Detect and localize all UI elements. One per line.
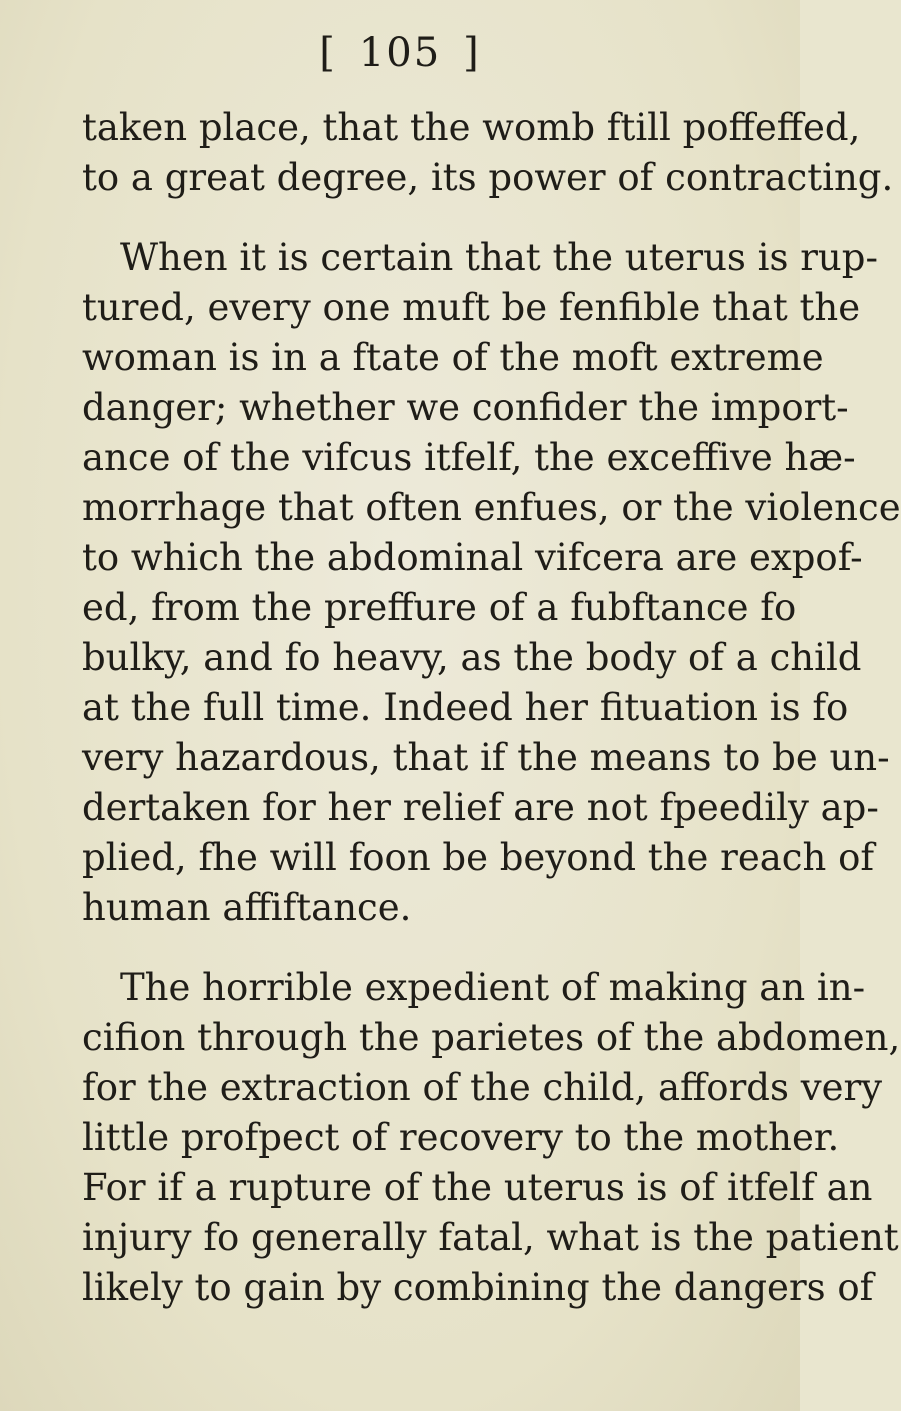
text-line: to a great degree, its power of contracting.	[82, 156, 894, 199]
text-line: likely to gain by combining the dangers of	[82, 1266, 874, 1309]
page-body	[82, 103, 901, 1313]
text-line: dertaken for her relief are not fpeedily ap-	[82, 786, 879, 829]
paragraph-2	[82, 233, 901, 933]
text-line: danger; whether we confider the import-	[82, 386, 849, 429]
text-line: morrhage that often enfues, or the violence	[82, 486, 901, 529]
text-line: woman is in a ftate of the moft extreme	[82, 336, 824, 379]
text-line: When it is certain that the uterus is rup-	[120, 236, 878, 279]
text-line: to which the abdominal vifcera are expof-	[82, 536, 863, 579]
text-line: plied, fhe will foon be beyond the reach of	[82, 836, 875, 879]
page-number: 105	[358, 30, 442, 76]
text-line: bulky, and fo heavy, as the body of a child	[82, 636, 862, 679]
text-line: very hazardous, that if the means to be un-	[82, 736, 890, 779]
paragraph-3	[82, 963, 901, 1313]
text-line: For if a rupture of the uterus is of itfelf an	[82, 1166, 873, 1209]
text-line: at the full time. Indeed her fituation is fo	[82, 686, 849, 729]
text-line: ed, from the preffure of a fubftance fo	[82, 586, 797, 629]
right-bracket: ]	[463, 30, 481, 76]
text-line: taken place, that the womb ftill poffeffed,	[82, 106, 861, 149]
text-line: injury fo generally fatal, what is the patient	[82, 1216, 899, 1259]
text-line: cifion through the parietes of the abdomen,	[82, 1016, 901, 1059]
left-bracket: [	[319, 30, 337, 76]
text-line: ance of the vifcus itfelf, the exceffive hæ-	[82, 436, 856, 479]
text-line: The horrible expedient of making an in-	[120, 966, 866, 1009]
text-line: tured, every one muft be fenfible that the	[82, 286, 861, 329]
text-line: human affiftance.	[82, 886, 412, 929]
text-line: for the extraction of the child, affords very	[82, 1066, 883, 1109]
running-header	[0, 30, 800, 76]
text-line: little profpect of recovery to the mother.	[82, 1116, 840, 1159]
paragraph-1	[82, 103, 894, 203]
